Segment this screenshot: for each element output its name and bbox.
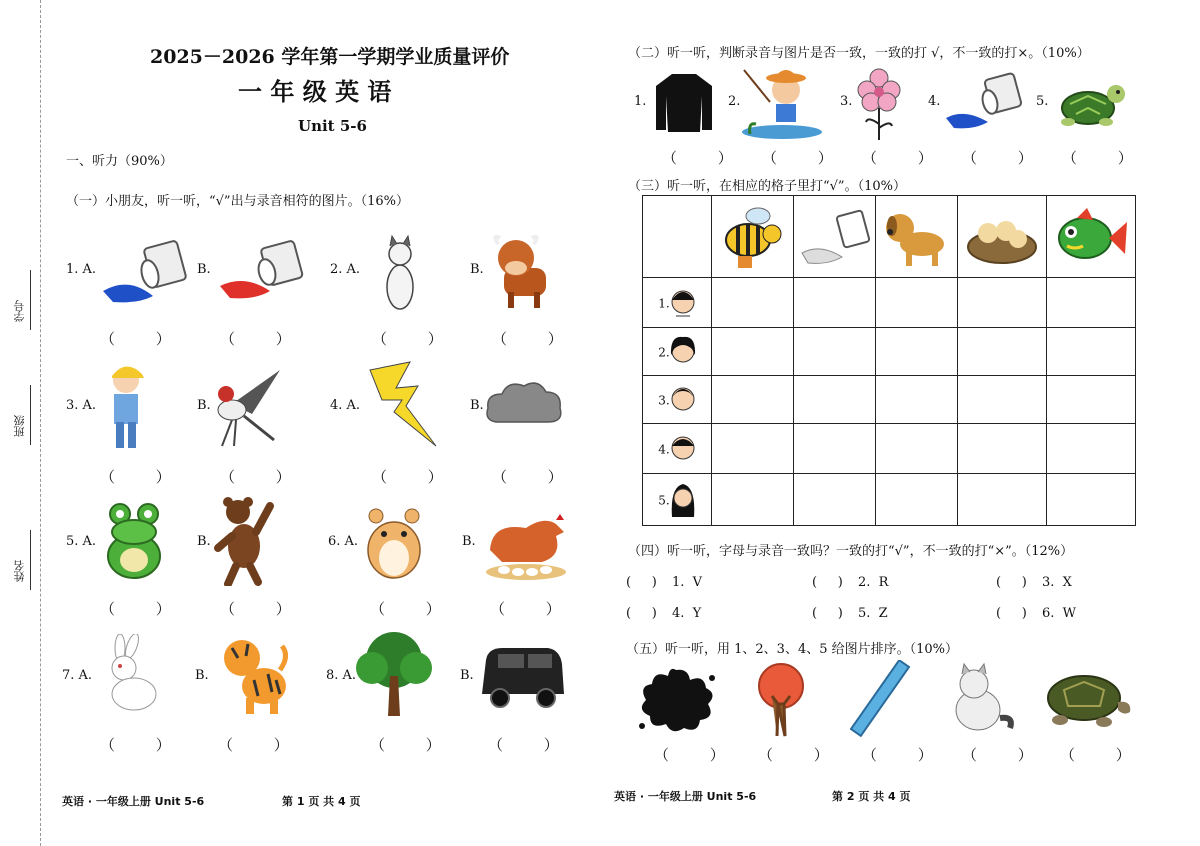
grid-cell[interactable]	[1047, 328, 1136, 376]
p4-num: 4.	[672, 606, 685, 621]
part1-instruction: （一）小朋友，听一听，“√”出与录音相符的图片。（16%）	[66, 194, 409, 209]
p5-answer-3[interactable]: （ ）	[862, 746, 951, 764]
p4-item4	[672, 606, 701, 621]
grid-cell[interactable]	[794, 376, 876, 424]
q1-b-answer[interactable]: （ ）	[220, 330, 309, 348]
ink-splash-icon[interactable]	[636, 664, 718, 736]
boy-icon[interactable]	[104, 360, 148, 452]
grid-row-label: 3.	[658, 393, 670, 407]
p4-item5	[858, 606, 888, 621]
child-face-icon	[670, 383, 696, 417]
q6-b-answer[interactable]: （ ）	[490, 600, 579, 618]
grid-cell[interactable]	[876, 278, 958, 328]
p4-letter: W	[1062, 606, 1077, 621]
student-id-line	[30, 270, 31, 330]
grid-cell[interactable]	[794, 474, 876, 526]
p5-answer-5[interactable]: （ ）	[1060, 746, 1149, 764]
nest-icon	[964, 209, 1040, 265]
q7-b-label: B.	[195, 668, 209, 683]
q3-b-answer[interactable]: （ ）	[220, 468, 309, 486]
p4-answer-4[interactable]: ( )	[626, 606, 657, 621]
p4-num: 1.	[672, 575, 685, 590]
paint-bucket-icon[interactable]	[944, 70, 1024, 132]
cat-icon[interactable]	[380, 232, 420, 312]
p4-num: 6.	[1042, 606, 1055, 621]
p2-item5-number: 5.	[1036, 94, 1049, 109]
grid-col-dog	[876, 196, 958, 278]
p2-item2-number: 2.	[728, 94, 741, 109]
grid-col-nest	[958, 196, 1047, 278]
p5-answer-1[interactable]: （ ）	[654, 746, 743, 764]
p2-item1-number: 1.	[634, 94, 647, 109]
grid-row-label: 2.	[658, 345, 670, 359]
p2-answer-3[interactable]: （ ）	[862, 149, 951, 167]
unit-label: Unit 5-6	[298, 117, 367, 135]
p2-item4-number: 4.	[928, 94, 941, 109]
q5-b-label: B.	[197, 534, 211, 549]
p4-item2	[858, 575, 888, 590]
p2-answer-4[interactable]: （ ）	[962, 149, 1051, 167]
hen-icon[interactable]	[482, 512, 572, 582]
name-line	[30, 530, 31, 590]
q1-number: 1. A.	[66, 262, 97, 277]
q1-b-label: B.	[197, 262, 211, 277]
p4-answer-1[interactable]: ( )	[626, 575, 657, 590]
paint-bucket-red-icon[interactable]	[215, 236, 305, 306]
section1-heading: 一、听力（90%）	[66, 154, 173, 169]
grid-row-4	[643, 424, 712, 474]
p4-answer-3[interactable]: ( )	[996, 575, 1027, 590]
child-face-icon	[670, 335, 696, 369]
p4-answer-2[interactable]: ( )	[812, 575, 843, 590]
cat-sitting-icon[interactable]	[944, 662, 1016, 734]
q2-b-answer[interactable]: （ ）	[492, 330, 581, 348]
p4-num: 2.	[858, 575, 871, 590]
fish-icon	[1053, 206, 1129, 268]
p4-num: 5.	[858, 606, 871, 621]
q8-b-label: B.	[460, 668, 474, 683]
tortoise-icon[interactable]	[1040, 668, 1136, 730]
p4-num: 3.	[1042, 575, 1055, 590]
right-footer-book: 英语 · 一年级上册 Unit 5-6	[614, 790, 757, 803]
p4-answer-5[interactable]: ( )	[812, 606, 843, 621]
class-label: 班级	[13, 415, 26, 437]
q3-a-answer[interactable]: （ ）	[100, 468, 189, 486]
dog-icon	[882, 206, 952, 268]
left-footer-page: 第 1 页 共 4 页	[282, 795, 361, 808]
child-face-icon	[670, 481, 696, 519]
part2-instruction: （二）听一听，判断录音与图片是否一致，一致的打 √，不一致的打×。（10%）	[628, 46, 1090, 61]
part4-instruction: （四）听一听，字母与录音一致吗？一致的打“√”，不一致的打“×”。（12%）	[628, 544, 1074, 559]
sweater-icon[interactable]	[650, 68, 718, 134]
q7-number: 7. A.	[62, 668, 93, 683]
grid-row-1	[643, 278, 712, 328]
grid-row-2	[643, 328, 712, 376]
p2-answer-1[interactable]: （ ）	[662, 149, 751, 167]
tiger-icon[interactable]	[218, 636, 292, 716]
grid-corner	[643, 196, 712, 278]
q5-b-answer[interactable]: （ ）	[220, 600, 309, 618]
grid-row-5	[643, 474, 712, 526]
grid-cell[interactable]	[712, 278, 794, 328]
p5-answer-2[interactable]: （ ）	[758, 746, 847, 764]
part3-instruction: （三）听一听，在相应的格子里打“√”。（10%）	[628, 179, 906, 194]
q4-a-answer[interactable]: （ ）	[372, 468, 461, 486]
q5-a-answer[interactable]: （ ）	[100, 600, 189, 618]
grid-cell[interactable]	[1047, 376, 1136, 424]
cow-icon[interactable]	[486, 230, 561, 312]
lightning-icon[interactable]	[366, 360, 440, 450]
right-footer-page: 第 2 页 共 4 页	[832, 790, 911, 803]
binding-line	[40, 0, 42, 846]
turtle-icon[interactable]	[1050, 74, 1126, 130]
p2-item3-number: 3.	[840, 94, 853, 109]
grid-cell[interactable]	[712, 424, 794, 474]
p4-answer-6[interactable]: ( )	[996, 606, 1027, 621]
bee-icon	[718, 204, 788, 270]
grid-col-paint-bucket	[794, 196, 876, 278]
q4-b-answer[interactable]: （ ）	[492, 468, 581, 486]
grid-row-label: 4.	[658, 442, 670, 456]
grid-cell[interactable]	[712, 474, 794, 526]
grid-cell[interactable]	[876, 474, 958, 526]
grid-row-label: 1.	[658, 296, 670, 310]
grid-col-fish	[1047, 196, 1136, 278]
q4-b-label: B.	[470, 398, 484, 413]
q6-number: 6. A.	[328, 534, 359, 549]
grid-cell[interactable]	[794, 278, 876, 328]
grid-row-label: 5.	[658, 493, 670, 507]
q1-a-answer[interactable]: （ ）	[100, 330, 189, 348]
name-label: 姓名	[13, 560, 26, 582]
p4-item3	[1042, 575, 1072, 590]
grid-cell[interactable]	[712, 328, 794, 376]
p2-answer-2[interactable]: （ ）	[762, 149, 851, 167]
tree-red-icon[interactable]	[750, 660, 812, 738]
q8-b-answer[interactable]: （ ）	[488, 736, 577, 754]
grid-cell[interactable]	[958, 474, 1047, 526]
flower-icon[interactable]	[856, 66, 902, 142]
q6-b-label: B.	[462, 534, 476, 549]
grid-cell[interactable]	[958, 278, 1047, 328]
q2-a-answer[interactable]: （ ）	[372, 330, 461, 348]
grid-cell[interactable]	[876, 328, 958, 376]
p4-letter: V	[692, 575, 703, 590]
class-line	[30, 385, 31, 445]
grid-cell[interactable]	[1047, 474, 1136, 526]
part5-instruction: （五）听一听，用 1、2、3、4、5 给图片排序。（10%）	[626, 642, 959, 657]
subject-title: 一 年 级 英 语	[238, 78, 392, 106]
q6-a-answer[interactable]: （ ）	[370, 600, 459, 618]
frog-icon[interactable]	[96, 500, 172, 582]
grid-col-bee	[712, 196, 794, 278]
grid-cell[interactable]	[958, 328, 1047, 376]
cloud-icon[interactable]	[482, 378, 564, 430]
p4-letter: Z	[878, 606, 888, 621]
paint-bucket-gray-icon	[800, 207, 870, 267]
q8-a-answer[interactable]: （ ）	[370, 736, 459, 754]
tree-icon[interactable]	[352, 630, 436, 720]
q2-b-label: B.	[470, 262, 484, 277]
q4-number: 4. A.	[330, 398, 361, 413]
rabbit-icon[interactable]	[98, 634, 162, 716]
student-id-label: 学号	[13, 300, 26, 322]
child-face-icon	[670, 432, 696, 466]
paint-bucket-blue-icon[interactable]	[98, 236, 188, 306]
ruler-icon[interactable]	[846, 660, 916, 738]
grid-cell[interactable]	[876, 424, 958, 474]
left-footer-book: 英语 · 一年级上册 Unit 5-6	[62, 795, 205, 808]
car-icon[interactable]	[478, 640, 566, 712]
p4-letter: R	[878, 575, 889, 590]
grid-cell[interactable]	[712, 376, 794, 424]
p2-answer-5[interactable]: （ ）	[1062, 149, 1151, 167]
grid-cell[interactable]	[1047, 424, 1136, 474]
grid-cell[interactable]	[1047, 278, 1136, 328]
bird-icon[interactable]	[212, 364, 282, 448]
q3-number: 3. A.	[66, 398, 97, 413]
grid-cell[interactable]	[958, 424, 1047, 474]
q2-number: 2. A.	[330, 262, 361, 277]
p4-letter: X	[1062, 575, 1072, 590]
bear-icon[interactable]	[214, 496, 274, 586]
p4-item6	[1042, 606, 1076, 621]
p4-item1	[672, 575, 702, 590]
fisher-boy-icon[interactable]	[740, 62, 824, 140]
grid-cell[interactable]	[876, 376, 958, 424]
grid-cell[interactable]	[794, 328, 876, 376]
grid-row-3	[643, 376, 712, 424]
q3-b-label: B.	[197, 398, 211, 413]
child-face-icon	[670, 286, 696, 320]
q8-number: 8. A.	[326, 668, 357, 683]
hamster-icon[interactable]	[364, 500, 424, 582]
p4-letter: Y	[692, 606, 702, 621]
p5-answer-4[interactable]: （ ）	[962, 746, 1051, 764]
q7-a-answer[interactable]: （ ）	[100, 736, 189, 754]
q5-number: 5. A.	[66, 534, 97, 549]
exam-title: 2025－2026 学年第一学期学业质量评价	[150, 46, 510, 68]
q7-b-answer[interactable]: （ ）	[218, 736, 307, 754]
part3-grid	[642, 195, 1136, 526]
grid-cell[interactable]	[794, 424, 876, 474]
grid-cell[interactable]	[958, 376, 1047, 424]
